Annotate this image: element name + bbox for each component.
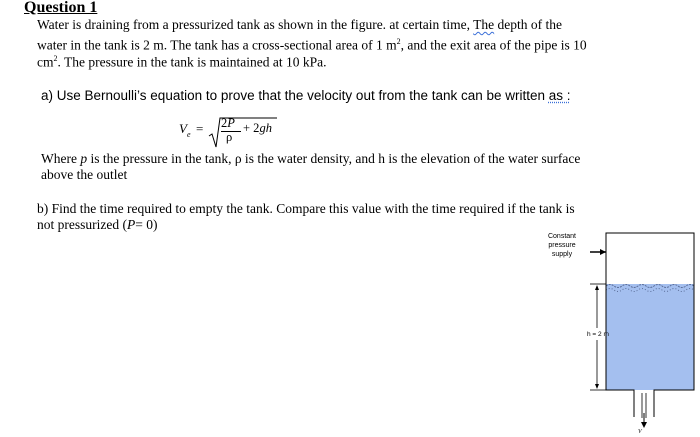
water-fill bbox=[606, 284, 694, 390]
where-line-2: above the outlet bbox=[41, 167, 128, 182]
intro-text: cm bbox=[37, 54, 54, 70]
where-text: is the pressure in the tank, ρ is the water density, and h is the elevation of the water surface bbox=[87, 151, 581, 166]
part-b-text: not pressurized ( bbox=[37, 217, 127, 232]
supply-arrow-head-icon bbox=[600, 249, 606, 255]
eq-numerator bbox=[221, 116, 235, 131]
label-line: Constant bbox=[547, 233, 577, 240]
label-line: supply bbox=[551, 251, 573, 258]
eq-plus-term bbox=[243, 121, 272, 136]
dimension-arrow-up-icon bbox=[595, 285, 599, 290]
eq-p: P bbox=[227, 116, 235, 130]
grammar-flag-the: The bbox=[473, 17, 495, 32]
eq-gh: gh bbox=[259, 121, 272, 135]
pressure-supply-label bbox=[542, 232, 582, 259]
eq-plus-two: + 2 bbox=[243, 121, 260, 135]
intro-line-1 bbox=[37, 17, 562, 33]
outlet-arrow-head-icon bbox=[641, 422, 647, 428]
where-p: p bbox=[80, 151, 88, 166]
part-a-text: a) Use Bernoulli’s equation to prove that the velocity out from the tank can be written bbox=[41, 88, 549, 103]
part-b-p: P bbox=[126, 217, 136, 232]
intro-text: , and the exit area of the pipe is 10 bbox=[400, 37, 587, 53]
superscript: 2 bbox=[396, 37, 401, 46]
grammar-flag-as: as : bbox=[548, 88, 571, 103]
eq-v-subscript: e bbox=[187, 130, 191, 139]
tank-figure bbox=[540, 228, 700, 437]
eq-denominator: ρ bbox=[226, 130, 233, 144]
superscript: 2 bbox=[53, 54, 58, 63]
part-b-line-2 bbox=[37, 217, 157, 233]
part-b-text: = 0) bbox=[135, 217, 158, 232]
intro-text: depth of the bbox=[494, 17, 563, 32]
label-line: pressure bbox=[548, 242, 576, 249]
intro-line-3 bbox=[37, 51, 326, 71]
tank-diagram bbox=[540, 228, 700, 437]
intro-text: Water is draining from a pressurized tank as shown in the figure. at certain time, bbox=[37, 17, 474, 32]
question-title: Question 1 bbox=[24, 0, 98, 16]
depth-label: h = 2 m bbox=[587, 331, 609, 338]
intro-text: water in the tank is 2 m. The tank has a cross-sectional area of 1 m bbox=[37, 37, 397, 53]
eq-two: 2 bbox=[221, 116, 228, 130]
where-text: Where bbox=[41, 151, 81, 166]
dimension-arrow-down-icon bbox=[595, 384, 599, 389]
part-a-prompt bbox=[41, 88, 571, 103]
eq-v: V bbox=[179, 121, 187, 136]
intro-text: . The pressure in the tank is maintained at 10 kPa. bbox=[57, 54, 327, 70]
outlet-velocity-label: V bbox=[638, 429, 642, 435]
eq-equals: = bbox=[196, 121, 204, 136]
part-b-line-1: b) Find the time required to empty the tank. Compare this value with the time required if the tank is bbox=[37, 201, 575, 216]
where-line-1 bbox=[41, 151, 580, 167]
